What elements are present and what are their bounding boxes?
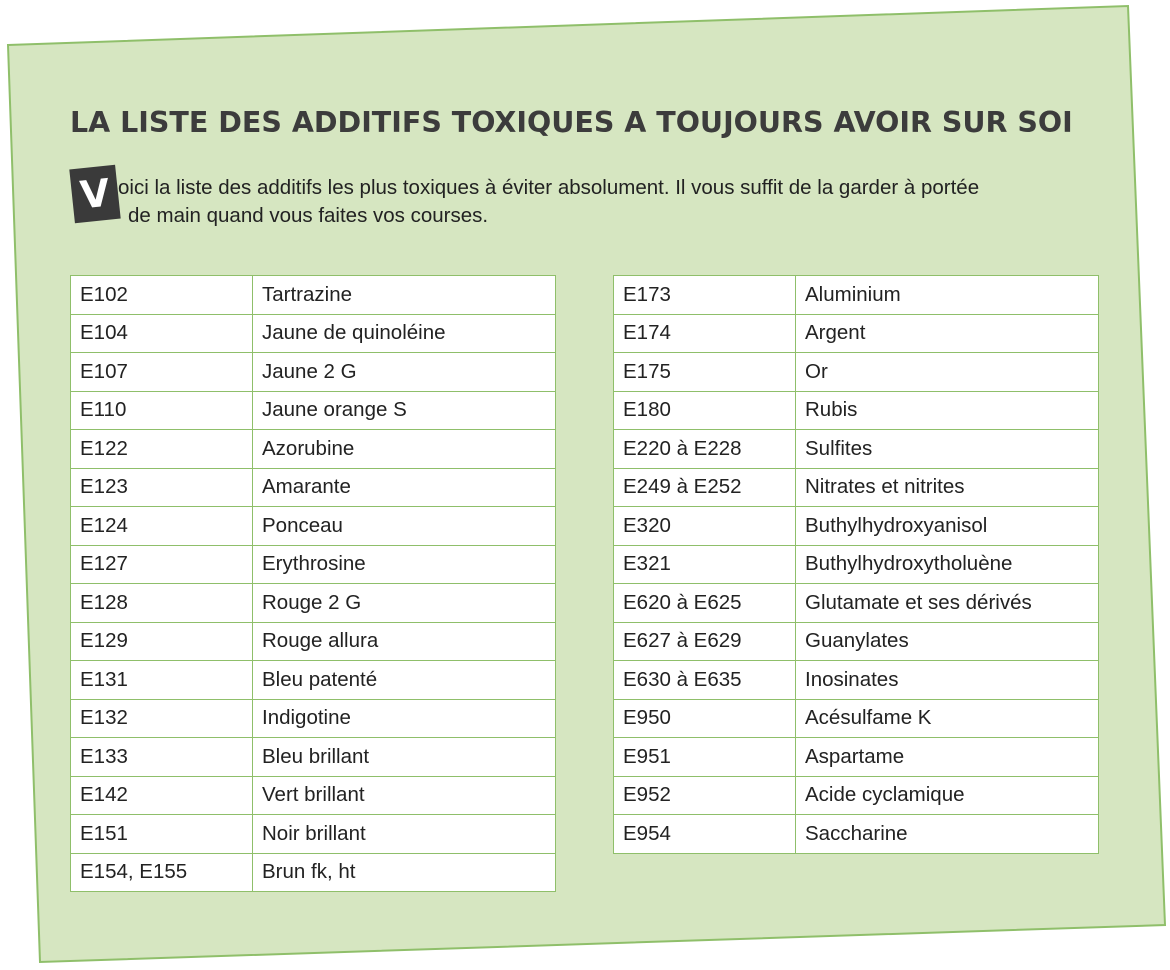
additive-code: E249 à E252 <box>614 468 796 507</box>
table-row <box>614 776 1099 815</box>
additive-name: Indigotine <box>253 699 556 738</box>
additive-code: E127 <box>71 545 253 584</box>
additive-code: E142 <box>71 776 253 815</box>
table-row <box>71 815 556 854</box>
additive-code: E131 <box>71 661 253 700</box>
additive-name: Or <box>796 353 1099 392</box>
additive-code: E320 <box>614 507 796 546</box>
page-title: LA LISTE DES ADDITIFS TOXIQUES A TOUJOURS AVOIR SUR SOI <box>70 106 1073 139</box>
additive-code: E175 <box>614 353 796 392</box>
table-row <box>71 661 556 700</box>
additive-name: Glutamate et ses dérivés <box>796 584 1099 623</box>
additive-code: E104 <box>71 314 253 353</box>
additive-code: E123 <box>71 468 253 507</box>
table-row <box>71 507 556 546</box>
additive-name: Erythrosine <box>253 545 556 584</box>
additive-name: Amarante <box>253 468 556 507</box>
additive-name: Jaune 2 G <box>253 353 556 392</box>
additive-name: Sulfites <box>796 430 1099 469</box>
additive-name: Nitrates et nitrites <box>796 468 1099 507</box>
additive-code: E132 <box>71 699 253 738</box>
additive-name: Buthylhydroxytholuène <box>796 545 1099 584</box>
additive-code: E122 <box>71 430 253 469</box>
additive-name: Rouge 2 G <box>253 584 556 623</box>
additive-code: E124 <box>71 507 253 546</box>
table-row <box>614 815 1099 854</box>
additive-name: Aluminium <box>796 276 1099 315</box>
additive-name: Brun fk, ht <box>253 853 556 892</box>
additive-name: Vert brillant <box>253 776 556 815</box>
table-row <box>71 776 556 815</box>
additive-code: E954 <box>614 815 796 854</box>
additive-name: Jaune orange S <box>253 391 556 430</box>
table-row <box>71 584 556 623</box>
table-row <box>71 391 556 430</box>
additive-code: E174 <box>614 314 796 353</box>
additive-name: Inosinates <box>796 661 1099 700</box>
additives-table-right <box>613 275 1099 854</box>
table-row <box>71 314 556 353</box>
table-row <box>614 353 1099 392</box>
table-row <box>71 738 556 777</box>
table-row <box>614 622 1099 661</box>
additive-code: E107 <box>71 353 253 392</box>
additive-name: Argent <box>796 314 1099 353</box>
table-row <box>71 699 556 738</box>
additive-name: Tartrazine <box>253 276 556 315</box>
additive-code: E133 <box>71 738 253 777</box>
table-row <box>614 391 1099 430</box>
intro-line-2: de main quand vous faites vos courses. <box>128 204 489 227</box>
table-row <box>614 738 1099 777</box>
additive-name: Guanylates <box>796 622 1099 661</box>
table-row <box>71 430 556 469</box>
table-row <box>614 430 1099 469</box>
additive-code: E154, E155 <box>71 853 253 892</box>
additive-code: E102 <box>71 276 253 315</box>
additive-code: E951 <box>614 738 796 777</box>
table-row <box>614 276 1099 315</box>
additive-code: E180 <box>614 391 796 430</box>
table-row <box>71 353 556 392</box>
table-row <box>614 661 1099 700</box>
additive-code: E110 <box>71 391 253 430</box>
additive-name: Buthylhydroxyanisol <box>796 507 1099 546</box>
additive-name: Ponceau <box>253 507 556 546</box>
table-row <box>614 699 1099 738</box>
table-row <box>71 468 556 507</box>
additive-code: E151 <box>71 815 253 854</box>
drop-cap: V <box>69 165 120 224</box>
additive-code: E627 à E629 <box>614 622 796 661</box>
additives-table-left <box>70 275 556 892</box>
additive-name: Bleu brillant <box>253 738 556 777</box>
intro-paragraph <box>118 174 1128 230</box>
additive-code: E952 <box>614 776 796 815</box>
table-row <box>614 314 1099 353</box>
additive-name: Azorubine <box>253 430 556 469</box>
table-row <box>614 468 1099 507</box>
additive-code: E321 <box>614 545 796 584</box>
additive-code: E128 <box>71 584 253 623</box>
additive-code: E950 <box>614 699 796 738</box>
table-row <box>614 545 1099 584</box>
additive-code: E173 <box>614 276 796 315</box>
additive-code: E129 <box>71 622 253 661</box>
additive-name: Acésulfame K <box>796 699 1099 738</box>
intro-line-1: oici la liste des additifs les plus toxiques à éviter absolument. Il vous suffit de la garder à portée <box>118 176 980 199</box>
additive-name: Rubis <box>796 391 1099 430</box>
additive-name: Aspartame <box>796 738 1099 777</box>
additive-name: Bleu patenté <box>253 661 556 700</box>
additive-code: E220 à E228 <box>614 430 796 469</box>
table-row <box>614 584 1099 623</box>
additive-name: Noir brillant <box>253 815 556 854</box>
table-row <box>71 622 556 661</box>
table-row <box>71 853 556 892</box>
additive-name: Jaune de quinoléine <box>253 314 556 353</box>
table-row <box>71 276 556 315</box>
additive-name: Saccharine <box>796 815 1099 854</box>
additive-code: E630 à E635 <box>614 661 796 700</box>
table-row <box>614 507 1099 546</box>
additive-name: Acide cyclamique <box>796 776 1099 815</box>
additive-code: E620 à E625 <box>614 584 796 623</box>
additive-name: Rouge allura <box>253 622 556 661</box>
table-row <box>71 545 556 584</box>
